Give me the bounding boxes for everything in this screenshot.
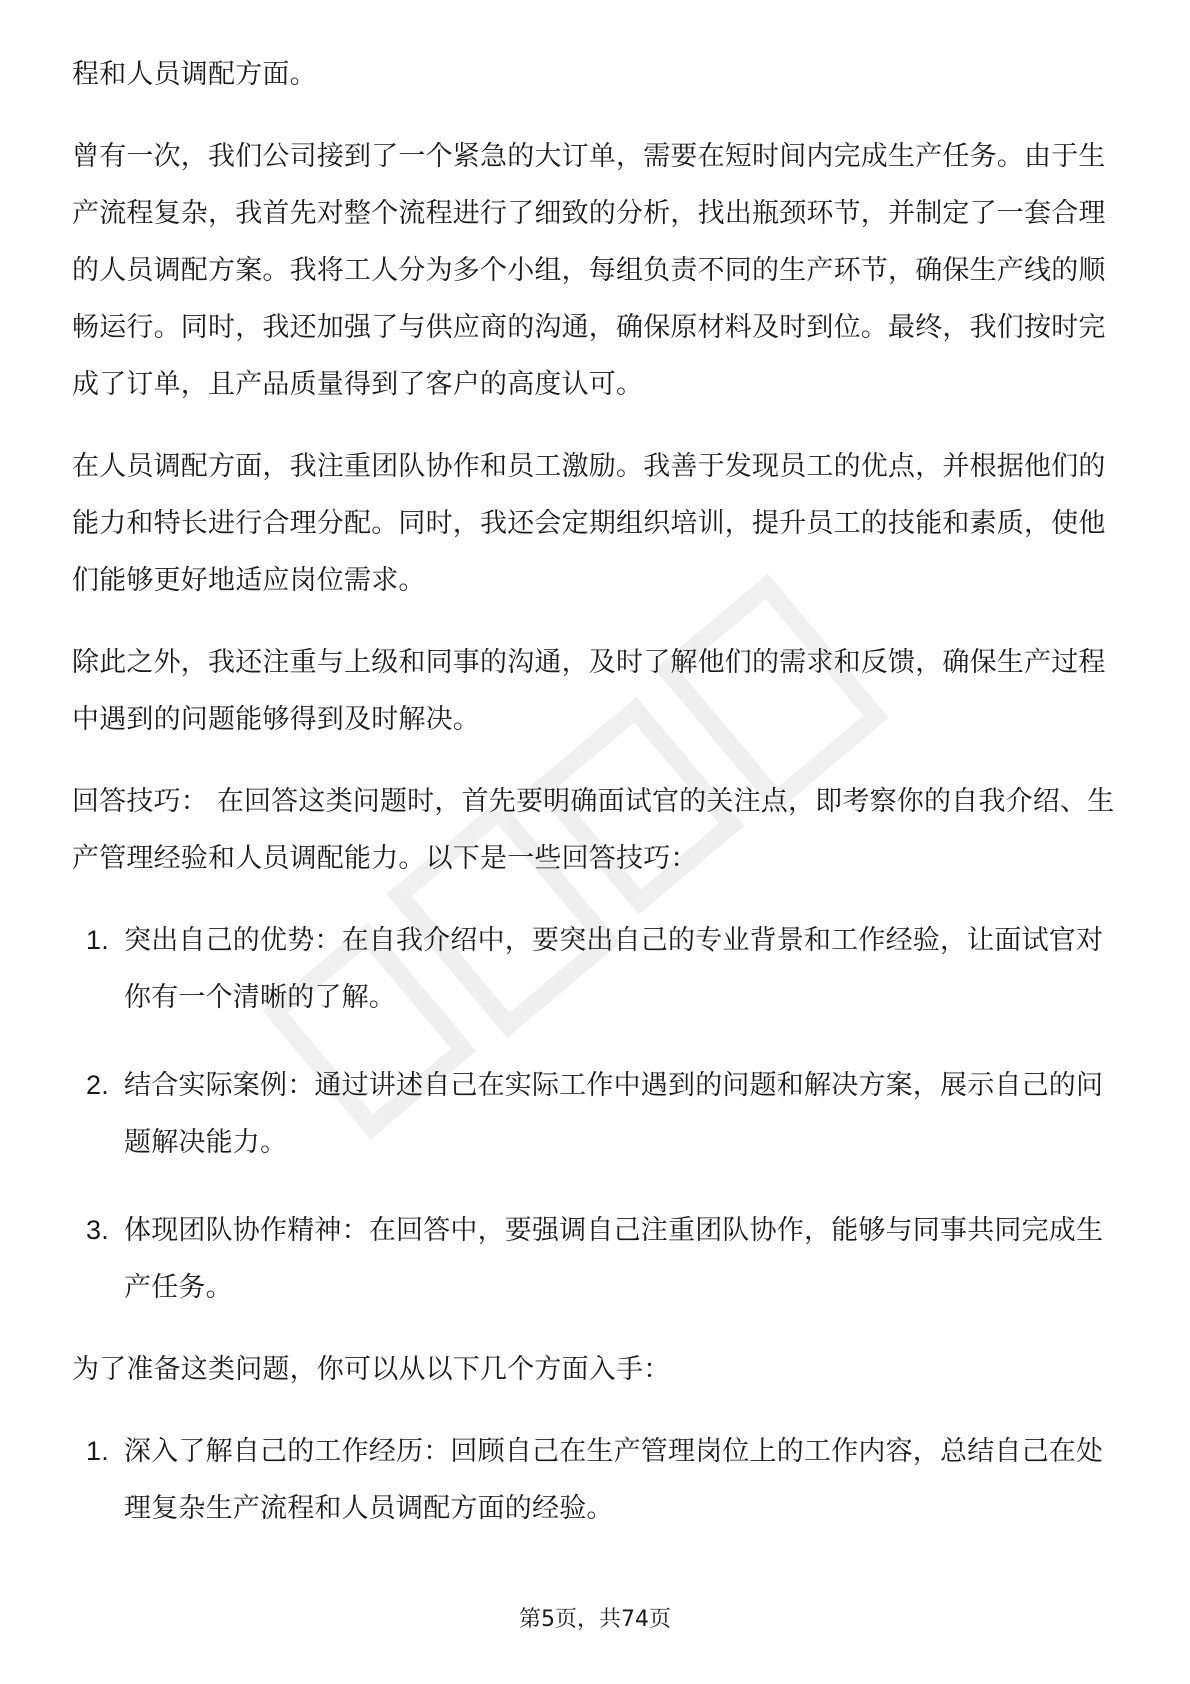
paragraph: 在人员调配方面，我注重团队协作和员工激励。我善于发现员工的优点，并根据他们的能力和特长进行合理分配。同时，我还会定期组织培训，提升员工的技能和素质，使他们能够更好地适应岗位需求。 <box>72 451 1106 596</box>
prep-list <box>72 1423 1118 1537</box>
list-number: 3. <box>86 1215 109 1245</box>
paragraph: 除此之外，我还注重与上级和同事的沟通，及时了解他们的需求和反馈，确保生产过程中遇到的问题能够得到及时解决。 <box>72 647 1106 735</box>
paragraph-prep-intro: 为了准备这类问题，你可以从以下几个方面入手： <box>72 1354 671 1385</box>
list-number: 1. <box>86 1436 109 1466</box>
list-item-text: 结合实际案例：通过讲述自己在实际工作中遇到的问题和解决方案，展示自己的问题解决能力。 <box>124 1070 1104 1158</box>
list-item <box>72 1423 1118 1537</box>
list-item <box>72 912 1118 1026</box>
list-item-text: 突出自己的优势：在自我介绍中，要突出自己的专业背景和工作经验，让面试官对你有一个清晰的了解。 <box>124 925 1104 1013</box>
list-number: 2. <box>86 1070 109 1100</box>
list-number: 1. <box>86 925 109 955</box>
list-item-text: 深入了解自己的工作经历：回顾自己在生产管理岗位上的工作内容，总结自己在处理复杂生产流程和人员调配方面的经验。 <box>124 1436 1104 1524</box>
list-item-text: 体现团队协作精神：在回答中，要强调自己注重团队协作，能够与同事共同完成生产任务。 <box>124 1215 1104 1303</box>
list-item <box>72 1057 1118 1171</box>
paragraph: 曾有一次，我们公司接到了一个紧急的大订单，需要在短时间内完成生产任务。由于生产流程复杂，我首先对整个流程进行了细致的分析，找出瓶颈环节，并制定了一套合理的人员调配方案。我将工人分为多个小组，每组负责不同的生产环节，确保生产线的顺畅运行。同时，我还加强了与供应商的沟通，确保原材料及时到位。最终，我们按时完成了订单，且产品质量得到了客户的高度认可。 <box>72 141 1106 400</box>
list-item <box>72 1202 1118 1316</box>
tips-list <box>72 912 1118 1316</box>
page-footer: 第5页，共74页 <box>519 1607 671 1632</box>
paragraph: 程和人员调配方面。 <box>72 59 317 90</box>
paragraph-tips-intro: 回答技巧： 在回答这类问题时，首先要明确面试官的关注点，即考察你的自我介绍、生产管理经验和人员调配能力。以下是一些回答技巧： <box>72 786 1115 874</box>
document-body <box>72 46 1118 1562</box>
